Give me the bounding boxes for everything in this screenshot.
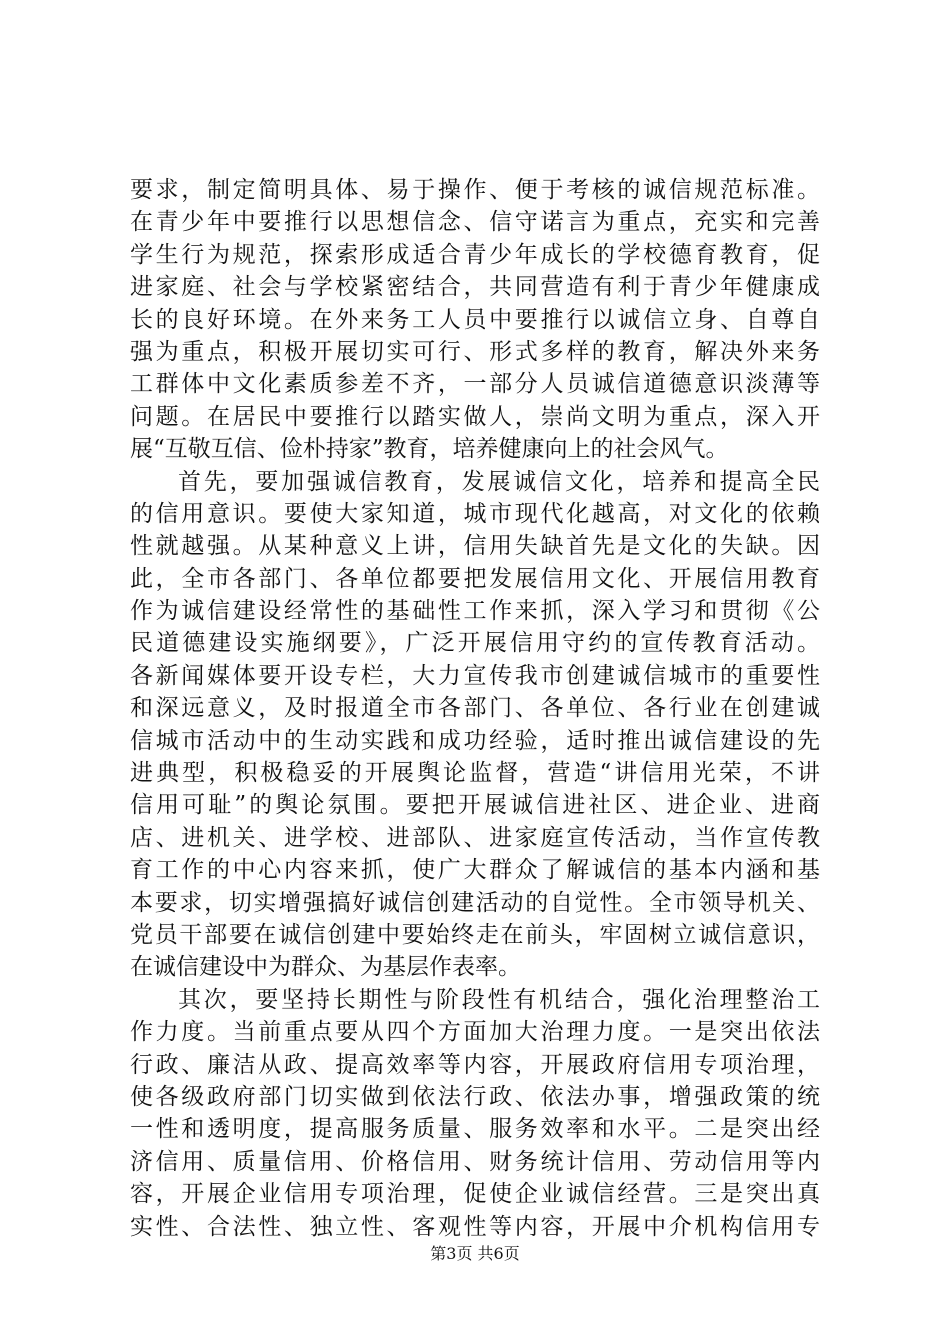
text-line: 要求，制定简明具体、易于操作、便于考核的诚信规范标准。: [130, 177, 820, 203]
text-line: 实性、合法性、独立性、客观性等内容，开展中介机构信用专: [130, 1213, 820, 1240]
text-line: 信城市活动中的生动实践和成功经验，适时推出诚信建设的先: [130, 727, 820, 754]
text-line: 党员干部要在诚信创建中要始终走在前头，牢固树立诚信意识，: [130, 921, 820, 948]
text-line: 此，全市各部门、各单位都要把发展信用文化、开展信用教育: [130, 565, 820, 592]
text-line: 进典型，积极稳妥的开展舆论监督，营造“讲信用光荣，不讲: [130, 760, 820, 787]
text-line: 长的良好环境。在外来务工人员中要推行以诚信立身、自尊自: [130, 306, 820, 333]
text-line: 其次，要坚持长期性与阶段性有机结合，强化治理整治工: [178, 986, 820, 1013]
text-line: 行政、廉洁从政、提高效率等内容，开展政府信用专项治理，: [130, 1051, 820, 1078]
text-line: 容，开展企业信用专项治理，促使企业诚信经营。三是突出真: [130, 1181, 820, 1208]
text-line: 作为诚信建设经常性的基础性工作来抓，深入学习和贯彻《公: [130, 598, 820, 625]
text-line: 性就越强。从某种意义上讲，信用失缺首先是文化的失缺。因: [130, 533, 820, 560]
text-line: 工群体中文化素质参差不齐，一部分人员诚信道德意识淡薄等: [130, 371, 820, 398]
text-line: 和深远意义，及时报道全市各部门、各单位、各行业在创建诚: [130, 695, 820, 722]
text-line: 作力度。当前重点要从四个方面加大治理力度。一是突出依法: [130, 1019, 820, 1046]
text-line: 信用可耻”的舆论氛围。要把开展诚信进社区、进企业、进商: [130, 792, 820, 819]
text-line: 学生行为规范，探索形成适合青少年成长的学校德育教育，促: [130, 241, 820, 268]
text-line: 的信用意识。要使大家知道，城市现代化越高，对文化的依赖: [130, 500, 820, 527]
text-line: 育工作的中心内容来抓，使广大群众了解诚信的基本内涵和基: [130, 857, 820, 884]
text-line: 民道德建设实施纲要》，广泛开展信用守约的宣传教育活动。: [130, 630, 820, 657]
text-line: 各新闻媒体要开设专栏，大力宣传我市创建诚信城市的重要性: [130, 662, 820, 689]
text-line: 济信用、质量信用、价格信用、财务统计信用、劳动信用等内: [130, 1148, 820, 1175]
document-body: [130, 174, 820, 1243]
text-line: 展“互敬互信、俭朴持家”教育，培养健康向上的社会风气。: [130, 436, 729, 463]
text-line: 在青少年中要推行以思想信念、信守诺言为重点，充实和完善: [130, 209, 820, 236]
text-line: 本要求，切实增强搞好诚信创建活动的自觉性。全市领导机关、: [130, 889, 820, 916]
text-line: 一性和透明度，提高服务质量、服务效率和水平。二是突出经: [130, 1116, 820, 1143]
page-footer: 第3页 共6页: [430, 1244, 520, 1263]
text-line: 进家庭、社会与学校紧密结合，共同营造有利于青少年健康成: [130, 274, 820, 301]
text-line: 首先，要加强诚信教育，发展诚信文化，培养和提高全民: [178, 468, 820, 495]
text-line: 使各级政府部门切实做到依法行政、依法办事，增强政策的统: [130, 1083, 820, 1110]
text-line: 强为重点，积极开展切实可行、形式多样的教育，解决外来务: [130, 338, 820, 365]
text-line: 店、进机关、进学校、进部队、进家庭宣传活动，当作宣传教: [130, 824, 820, 851]
text-line: 在诚信建设中为群众、为基层作表率。: [130, 954, 521, 981]
text-line: 问题。在居民中要推行以踏实做人，崇尚文明为重点，深入开: [130, 403, 820, 430]
